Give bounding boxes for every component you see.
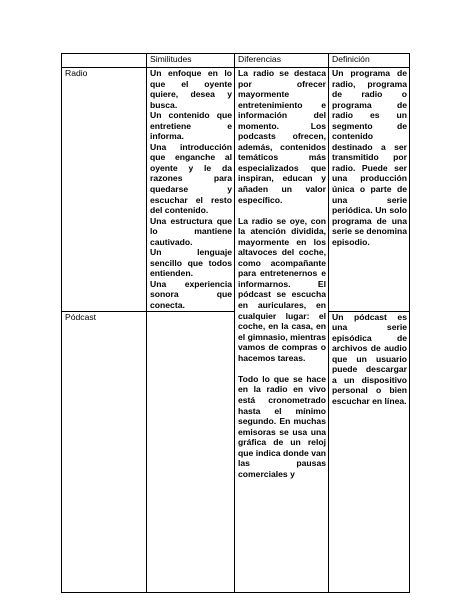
definicion-podcast-text [332, 312, 407, 407]
cell-podcast-definicion [329, 311, 410, 592]
definicion-radio-text [332, 68, 407, 247]
paragraph: Un lenguaje sencillo que todos entienden. [150, 247, 232, 279]
similitudes-text [150, 68, 232, 311]
cell-podcast-similitudes [147, 311, 235, 592]
row-label-podcast: Pódcast [62, 311, 147, 592]
diferencias-text [238, 68, 326, 479]
header-diferencias: Diferencias [235, 54, 329, 68]
cell-radio-definicion [329, 68, 410, 312]
paragraph: Una introducción que enganche al oyente y le da razones para quedarse y escuchar el resto del contenido. [150, 141, 232, 216]
paragraph: Una experiencia sonora que conecta. [150, 278, 232, 311]
row-label-radio: Radio [62, 68, 147, 312]
paragraph: Un contenido que entretiene e informa. [150, 110, 232, 142]
paragraph: Todo lo que se hace en la radio en vivo está cronometrado hasta el mínimo segundo. En muchas emisoras se usa una gráfica de un reloj que indica donde van las pausas comerciales y [238, 373, 326, 479]
paragraph: Un pódcast es una serie episódica de archivos de audio que un usuario puede descargar a un dispositivo personal o bien escuchar en línea. [332, 311, 407, 406]
header-definicion: Definición [329, 54, 410, 68]
paragraph: Un enfoque en lo que el oyente quiere, desea y busca. [150, 68, 232, 110]
header-empty-cell [62, 54, 147, 68]
comparison-table [61, 53, 410, 593]
paragraph-gap [238, 363, 326, 374]
cell-radio-similitudes [147, 68, 235, 312]
paragraph: Una estructura que lo mantiene cautivado. [150, 215, 232, 247]
table-header-row [62, 54, 410, 68]
paragraph: La radio se oye, con la atención dividida, mayormente en los altavoces del coche, como acompañante para entretenernos e informarnos. El pódcast se escucha en auriculares, en cualquier lugar: el coche, en la casa, en el gimnasio, mientras vamos de compras o hacemos tareas. [238, 215, 326, 363]
paragraph-gap [238, 205, 326, 216]
cell-diferencias [235, 68, 329, 593]
table-row-radio [62, 68, 410, 312]
paragraph: Un programa de radio, programa de radio o programa de radio es un segmento de contenido destinado a ser transmitido por radio. Puede ser una producción única o parte de una serie periódica. Un solo programa de una serie se denomina episodio. [332, 68, 407, 247]
header-similitudes: Similitudes [147, 54, 235, 68]
paragraph: La radio se destaca por ofrecer mayormente entretenimiento e información del momento. Los podcasts ofrecen, además, contenidos temáticos más especializados que inspiran, educan y añaden un valor específico. [238, 68, 326, 205]
